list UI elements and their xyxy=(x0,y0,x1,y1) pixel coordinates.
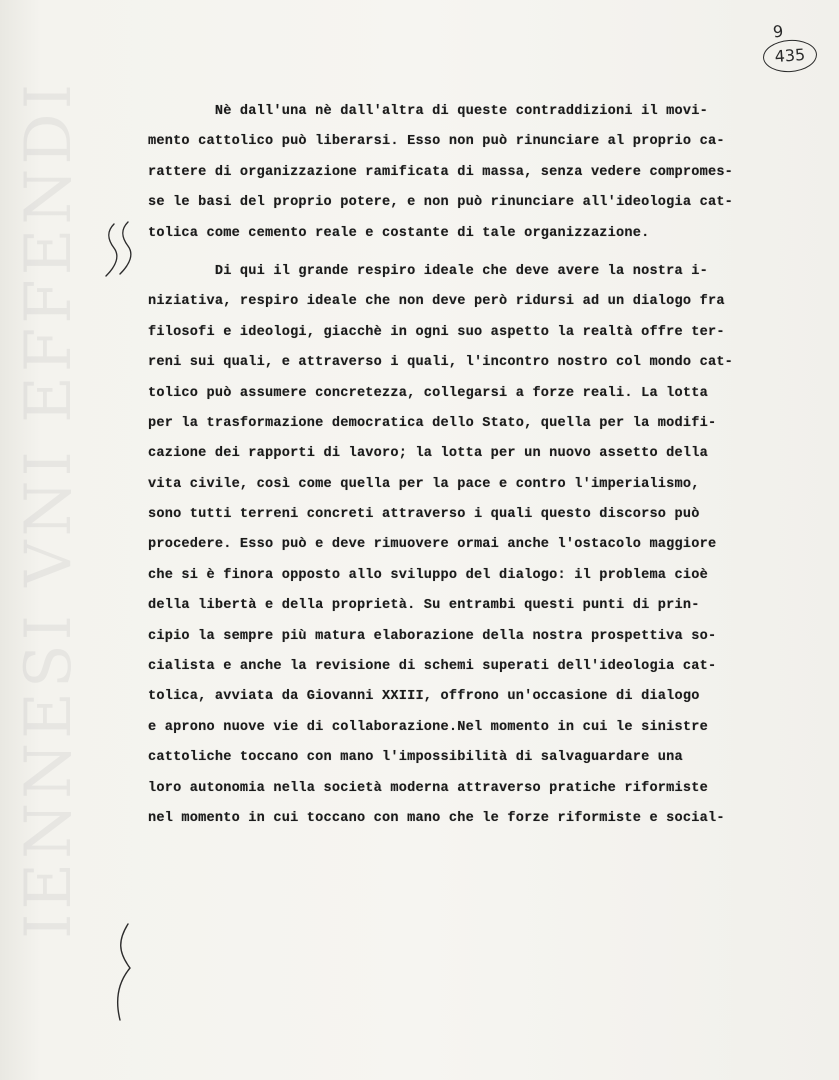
page-number-top: 9 xyxy=(772,21,785,42)
text-line: mento cattolico può liberarsi. Esso non può rinunciare al proprio ca- xyxy=(148,134,725,150)
text-line: cipio la sempre più matura elaborazione della nostra prospettiva so- xyxy=(148,628,717,644)
text-line: cazione dei rapporti di lavoro; la lotta per un nuovo assetto della xyxy=(148,446,708,462)
text-line: tolica, avviata da Giovanni XXIII, offrono un'occasione di dialogo xyxy=(148,689,700,705)
text-line: Di qui il grande respiro ideale che deve avere la nostra i- xyxy=(148,263,708,279)
text-line: cialista e anche la revisione di schemi superati dell'ideologia cat- xyxy=(148,659,717,675)
typewritten-body xyxy=(148,97,836,834)
text-line: procedere. Esso può e deve rimuovere ormai anche l'ostacolo maggiore xyxy=(148,537,717,553)
text-line: sono tutti terreni concreti attraverso i quali questo discorso può xyxy=(148,507,700,523)
text-line: nel momento in cui toccano con mano che le forze riformiste e social- xyxy=(148,810,725,826)
text-line: per la trasformazione democratica dello Stato, quella per la modifi- xyxy=(148,415,717,431)
text-line: loro autonomia nella società moderna attraverso pratiche riformiste xyxy=(148,780,708,796)
bleed-through-lettering: IENNESI VNI EFFENDI xyxy=(12,80,86,939)
text-line: reni sui quali, e attraverso i quali, l'incontro nostro col mondo cat- xyxy=(148,355,734,371)
text-line: tolica come cemento reale e costante di tale organizzazione. xyxy=(148,225,650,241)
text-line: della libertà e della proprietà. Su entrambi questi punti di prin- xyxy=(148,598,700,614)
text-line: Nè dall'una nè dall'altra di queste contraddizioni il movi- xyxy=(148,104,708,119)
page-number xyxy=(759,22,823,78)
paragraph-2 xyxy=(148,257,836,834)
text-line: cattoliche toccano con mano l'impossibilità di salvaguardare una xyxy=(148,750,683,766)
text-line: e aprono nuove vie di collaborazione.Nel momento in cui le sinistre xyxy=(148,719,708,735)
bleed-through-text xyxy=(4,40,86,1040)
text-line: filosofi e ideologi, giacchè in ogni suo aspetto la realtà offre ter- xyxy=(148,324,725,340)
margin-bracket-mark xyxy=(110,920,144,1030)
paragraph-1 xyxy=(148,97,836,249)
paragraph-gap xyxy=(148,249,836,257)
text-line: vita civile, così come quella per la pace e contro l'imperialismo, xyxy=(148,476,700,492)
text-line: se le basi del proprio potere, e non può rinunciare all'ideologia cat- xyxy=(148,195,734,211)
page-number-circled: 435 xyxy=(762,38,818,74)
text-line: tolico può assumere concretezza, collegarsi a forze reali. La lotta xyxy=(148,385,708,401)
text-line: rattere di organizzazione ramificata di massa, senza vedere compromes- xyxy=(148,164,734,180)
margin-double-squiggle-mark xyxy=(100,218,140,288)
text-line: niziativa, respiro ideale che non deve però ridursi ad un dialogo fra xyxy=(148,294,725,310)
text-line: che si è finora opposto allo sviluppo del dialogo: il problema cioè xyxy=(148,567,708,583)
